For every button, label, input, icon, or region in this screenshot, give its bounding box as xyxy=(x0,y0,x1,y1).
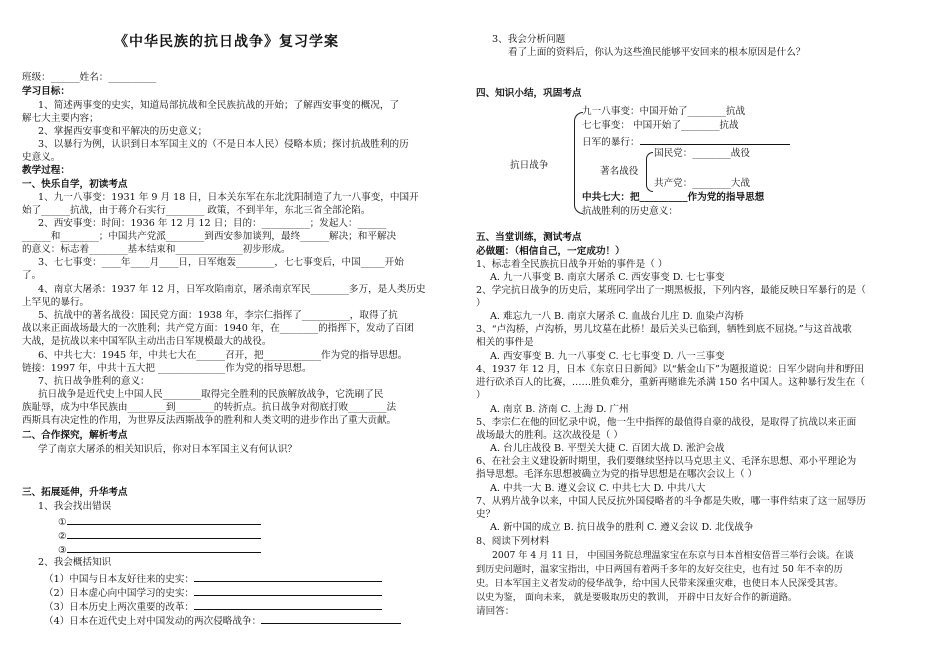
answer-blank[interactable] xyxy=(67,542,261,553)
section1-line: 大战，是抗战以来中国军队主动出击日军规模最大的战役。 xyxy=(22,336,272,347)
tree-item: 国民党：________战役 xyxy=(654,148,750,159)
exercise-line: 4、1937 年 12 月，日本《东京日日新闻》以“紫金山下”为题报道说：日军少尉向井和野田 xyxy=(476,364,864,375)
class-name-line: 班级：______姓名：__________ xyxy=(22,72,157,83)
exercise-line: ） xyxy=(476,390,486,401)
tree-item: 日军的暴行： xyxy=(582,134,790,149)
analyze-question-text: 看了上面的资料后，你认为这些渔民能够平安回来的根本原因是什么？ xyxy=(508,47,806,58)
answer-number: ③ xyxy=(58,545,67,556)
tree-item: 抗战胜利的历史意义： xyxy=(582,206,678,217)
section3-heading: 三、拓展延伸，升华考点 xyxy=(22,487,128,498)
exercise-line: 进行砍杀百人的比赛，……胜负难分，重新再赌谁先杀满 150 名中国人。这种暴行发生在（ xyxy=(476,377,865,388)
error-answer-row[interactable] xyxy=(58,514,261,529)
exercise-line: 6、在社会主义建设新时期里，我们要继续坚持以马克思主义、毛泽东思想、邓小平理论为 xyxy=(476,456,857,467)
goal-line: 1、简述两事变的史实，知道局部抗战和全民族抗战的开始；了解西安事变的概况，了 xyxy=(38,100,400,111)
section1-line: 2、西安事变：时间：1936 年 12 月 12 日；目的：__________；发起人：______ xyxy=(38,218,387,229)
section1-line: 始了______抗战，由于蒋介石实行________ 政策，不到半年，东北三省全部沦陷。 xyxy=(22,205,371,216)
exercise-options[interactable]: A. 新中国的成立 B. 抗日战争的胜利 C. 遵义会议 D. 北伐战争 xyxy=(490,522,754,533)
tree-item: 七七事变： 中国开始了________抗战 xyxy=(582,120,739,131)
exercise-line: 7、从鸦片战争以来，中国人民反抗外国侵略者的斗争都是失败，哪一事件结束了这一屈辱历 xyxy=(476,496,866,507)
tree-item: 著名战役 xyxy=(600,166,639,177)
section1-line: ______和________；中国共产党派________到西安参加谈判，最终______解决；和平解决 xyxy=(22,231,397,242)
must-do-heading: 必做题：（相信自己，一定成功！） xyxy=(476,246,625,257)
answer-blank[interactable] xyxy=(640,134,790,145)
section1-line: 7、抗日战争胜利的意义： xyxy=(38,376,150,387)
summarize-question: 2、我会概括知识 xyxy=(38,557,112,568)
section1-line: 链接：1997 年，中共十五大把 ______________作为党的指导思想。 xyxy=(22,363,312,374)
exercise-line: ） xyxy=(476,298,486,309)
goal-line: 解七大主要内容； xyxy=(22,113,99,124)
section5-heading: 五、当堂训练，测试考点 xyxy=(476,232,582,243)
exercise-line: 2、学完抗日战争的历史后，某班同学出了一期黑板报，下列内容，最能反映日军暴行的是（ xyxy=(476,285,866,296)
goals-heading: 学习目标： xyxy=(22,86,70,97)
exercise-line: 战场最大的胜利。这次战役是（ ） xyxy=(476,430,623,441)
summarize-item[interactable]: （2）日本虚心向中国学习的史实： xyxy=(44,585,382,600)
goal-line: 史意义。 xyxy=(22,152,61,163)
material-line: 以史为鉴， 面向未来， 就是要吸取历史的教训， 开辟中日友好合作的新道路。 xyxy=(476,592,798,603)
answer-blank[interactable] xyxy=(194,599,382,610)
exercise-options[interactable]: A. 难忘九一八 B. 南京大屠杀 C. 血战台儿庄 D. 血染卢沟桥 xyxy=(490,311,744,322)
find-errors-question: 1、我会找出错误 xyxy=(38,501,112,512)
error-answer-row[interactable] xyxy=(58,528,261,543)
summarize-item[interactable]: （4）日本在近代史上对中国发动的两次侵略战争： xyxy=(44,613,401,628)
exercise-line: 相关的事件是 xyxy=(476,337,534,348)
answer-blank[interactable] xyxy=(67,528,261,539)
answer-number: ① xyxy=(58,517,67,528)
answer-number: ② xyxy=(58,531,67,542)
exercise-line: 1、标志着全民族抗日战争开始的事件是（ ） xyxy=(476,259,668,270)
answer-blank[interactable] xyxy=(67,514,261,525)
answer-blank[interactable] xyxy=(194,571,382,582)
exercise-line: 史？ xyxy=(476,509,496,520)
exercise-line: 8、阅读下列材料 xyxy=(476,536,550,547)
tree-item: 九一八事变：中国开始了________抗战 xyxy=(582,106,746,117)
exercise-options[interactable]: A. 西安事变 B. 九一八事变 C. 七七事变 D. 八一三事变 xyxy=(490,351,725,362)
section1-line: 1、九一八事变：1931 年 9 月 18 日，日本关东军在东北沈阳制造了九一八事变，中国开 xyxy=(38,192,419,203)
section1-line: 战以来正面战场最大的一次胜利；共产党方面：1940 年，在________的指挥下，发动了百团 xyxy=(22,323,415,334)
summarize-item[interactable]: （3）日本历史上两次重要的改革： xyxy=(44,599,382,614)
process-heading: 教学过程： xyxy=(22,165,70,176)
tree-root: 抗日战争 xyxy=(510,160,549,171)
tree-item: 共产党：________大战 xyxy=(654,178,750,189)
section2-question: 学了南京大屠杀的相关知识后，你对日本军国主义有何认识？ xyxy=(38,444,298,455)
material-line: 史。日本军国主义者发动的侵华战争，给中国人民带来深重灾难，也使日本人民深受其害。 xyxy=(476,578,844,589)
exercise-options[interactable]: A. 台儿庄战役 B. 平型关大捷 C. 百团大战 D. 淞沪会战 xyxy=(490,443,725,454)
section2-heading: 二、合作探究，解析考点 xyxy=(22,430,128,441)
section4-heading: 四、知识小结，巩固考点 xyxy=(476,88,582,99)
answer-blank[interactable] xyxy=(194,585,382,596)
exercise-options[interactable]: A. 南京 B. 济南 C. 上海 D. 广州 xyxy=(490,404,629,415)
material-line: 到历史问题时，温家宝指出，中日两国有着两千多年的友好交往史，也有过 50 年不幸的历 xyxy=(476,564,843,575)
section1-line: 4、南京大屠杀：1937 年 12 月，日军攻陷南京，屠杀南京军民________多万，是人类历史 xyxy=(38,284,426,295)
analyze-question: 3、我会分析问题 xyxy=(492,34,566,45)
section1-line: 了。 xyxy=(22,270,42,281)
section1-line: 抗日战争是近代史上中国人民________取得完全胜利的民族解放战争，它洗刷了民 xyxy=(38,389,384,400)
section1-line: 6、中共七大：1945 年，中共七大在______召开，把____________作为党的指导思想。 xyxy=(38,350,408,361)
answer-blank[interactable] xyxy=(261,613,401,624)
section1-heading: 一、快乐自学，初读考点 xyxy=(22,179,128,190)
section1-line: 3、七七事变：____年____月____日，日军炮轰________，七七事变后，中国_____开始 xyxy=(38,257,404,268)
section1-line: 的意义：标志着________基本结束和______________初步形成。 xyxy=(22,244,291,255)
section1-line: 西斯具有决定性的作用，为世界反法西斯战争的胜利和人类文明的进步作出了重大贡献。 xyxy=(22,415,397,426)
tree-item: 中共七大：把__________作为党的指导思想 xyxy=(582,192,765,203)
knowledge-tree xyxy=(476,104,928,224)
exercise-line: 3、“卢沟桥，卢沟桥，男儿坟墓在此桥！最后关头已临到，牺牲到底不屈挠。”与这首战歌 xyxy=(476,324,852,335)
section1-line: 族耻辱，成为中华民族由________到________的转折点。抗日战争对彻底打败________法 xyxy=(22,402,397,413)
exercise-options[interactable]: A. 中共一大 B. 遵义会议 C. 中共七大 D. 中共八大 xyxy=(490,483,706,494)
section1-line: 5、抗战中的著名战役：国民党方面：1938 年，李宗仁指挥了__________，取得了抗 xyxy=(38,310,398,321)
summarize-item[interactable]: （1）中国与日本友好往来的史实： xyxy=(44,571,382,586)
section1-line: 上罕见的暴行。 xyxy=(22,297,90,308)
material-line: 2007 年 4 月 11 日， 中国国务院总理温家宝在东京与日本首相安倍晋三举行会谈。在谈 xyxy=(492,550,854,561)
exercise-line: 指导思想。毛泽东思想被确立为党的指导思想是在哪次会议上（ ） xyxy=(476,469,758,480)
goal-line: 3、以暴行为例，认识到日本军国主义的（不是日本人民）侵略本质；探讨抗战胜利的历 xyxy=(38,139,409,150)
exercise-line: 5、李宗仁在他的回忆录中说，他一生中指挥的最值得自豪的战役，是取得了抗战以来正面 xyxy=(476,417,857,428)
page-title: 《中华民族的抗日战争》复习学案 xyxy=(114,34,339,50)
answer-prompt: 请回答： xyxy=(476,606,515,617)
exercise-options[interactable]: A. 九一八事变 B. 南京大屠杀 C. 西安事变 D. 七七事变 xyxy=(490,272,725,283)
tree-sub-brace xyxy=(646,152,653,192)
goal-line: 2、掌握西安事变和平解决的历史意义； xyxy=(38,126,208,137)
error-answer-row[interactable] xyxy=(58,542,261,557)
